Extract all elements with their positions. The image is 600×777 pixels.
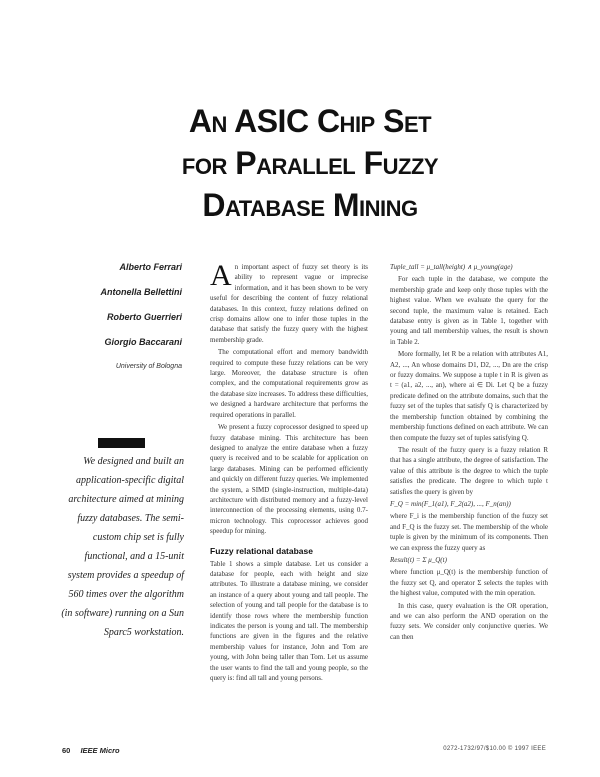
title-line-1: An ASIC Chip Set — [188, 103, 432, 139]
formula-1: Tuple_tall = μ_tall(height) ∧ μ_young(age) — [390, 263, 513, 271]
author-3: Roberto Guerrieri — [106, 312, 182, 322]
article-title — [160, 100, 460, 226]
drop-cap: A — [210, 259, 232, 292]
footer-left — [62, 746, 120, 755]
abstract-marker-bar — [98, 438, 145, 448]
col2-paragraph-2: More formally, let R be a relation with attributes A1, A2, ..., An whose domains D1, D2, ..., Dn are the crisp or fuzzy domains. We suppose a tuple t in R is given as t = (a1, a2, ..., an), where ai ∈ Di. Let Q be a fuzzy predicate defined on the attribute domains, such that the fuzzy set of the tuples that satisfy Q is characterized by the membership function obtained by combining the membership functions defined on each attribute. We can then compute the fuzzy set of tuples satisfying Q. — [390, 350, 548, 442]
col1-paragraph-2: The computational effort and memory bandwidth required to compute these fuzzy relations can be very large. Moreover, the database structure is often complex, and the computational requirements grow as the database size increases. To address these difficulties, we designed a hardware architecture that performs the required operations in parallel. — [210, 348, 368, 419]
author-1: Alberto Ferrari — [119, 262, 182, 272]
body-column-1 — [210, 259, 368, 685]
intro-paragraph — [210, 259, 368, 345]
col1-paragraph-3: We present a fuzzy coprocessor designed to speed up fuzzy database mining. This architecture has been designed to analyze the entire database when a fuzzy query is received and to be scalable for application on large databases. Mining can be performed efficiently and quickly on different fuzzy queries. We implemented the system, a SIMD (single-instruction, multiple-data) architecture with distributed memory and a fuzzy-level interconnection of the processing elements, using 0.7-micron technology. This coprocessor achieves good speedup for mining. — [210, 423, 368, 536]
col2-paragraph-4: where F_i is the membership function of the fuzzy set and F_Q is the fuzzy set. The membership of the whole tuple is given by the minimum of its components. Then we can express the fuzzy query as — [390, 512, 548, 552]
page-number: 60 — [62, 746, 71, 755]
intro-text: n important aspect of fuzzy set theory is its ability to represent vague or imprecise information, and it has been shown to be very useful for describing the content of fuzzy relational databases. In this context, fuzzy relations defined on crisp domains allow one to infer those tuples in the database that satisfy the fuzzy query with the highest membership grade. — [210, 263, 368, 344]
footer-right: 0272-1732/97/$10.00 © 1997 IEEE — [443, 746, 546, 752]
col2-paragraph-5: where function μ_Q(t) is the membership function of the fuzzy set Q, and operator Σ selects the tuples with the highest value, computed with the min operation. — [390, 568, 548, 598]
affiliation: University of Bologna — [115, 363, 182, 370]
formula-3: Result(t) = Σ μ_Q(t) — [390, 555, 447, 564]
col1-paragraph-4: Table 1 shows a simple database. Let us consider a database for people, each with height and size attributes. To illustrate a database mining, we consider an instance of a query about young and tall people. The selection of young and tall people for the database is to identify those rows where the membership function indicates the person is young and tall. The membership functions are given in the figures and the relative membership values for instance, John and Tom are young, with John being taller than Tom. Let us assume the user wants to find the tall and young people, so the query is: find all tall and young persons. — [210, 559, 368, 683]
formula-2: F_Q = min(F_1(a1), F_2(a2), ..., F_n(an)) — [390, 499, 511, 508]
magazine-name: IEEE Micro — [80, 746, 120, 755]
author-2: Antonella Bellettini — [100, 287, 182, 297]
author-list — [52, 262, 182, 372]
col2-paragraph-1: For each tuple in the database, we compute the membership grade and keep only those tuples with the highest value. When we evaluate the query for the second tuple, the maximum value is retained. Each database entry is given as in Table 1, together with young and tall membership values, the result is shown in Table 2. — [390, 275, 548, 346]
abstract: We designed and built an application-specific digital architecture aimed at mining fuzzy databases. The semi-custom chip set is fully functional, and a 15-unit system provides a speedup of 560 times over the algorithm (in software) running on a Sun Sparc5 workstation. — [61, 456, 184, 638]
author-4: Giorgio Baccarani — [104, 337, 182, 347]
title-line-2: for Parallel Fuzzy — [181, 145, 439, 181]
body-column-2 — [390, 262, 548, 644]
col2-paragraph-6: In this case, query evaluation is the OR operation, and we can also perform the AND operation on the fuzzy sets. We consider only conjunctive queries. We can then — [390, 601, 548, 641]
col2-paragraph-3: The result of the fuzzy query is a fuzzy relation R that has a single attribute, the degree of satisfaction. The value of this attribute is the degree to which the tuple satisfies the predicate. The degree to which tuple t satisfies the query is given by — [390, 445, 548, 496]
title-line-3: Database Mining — [202, 187, 418, 223]
section-heading: Fuzzy relational database — [210, 545, 313, 556]
